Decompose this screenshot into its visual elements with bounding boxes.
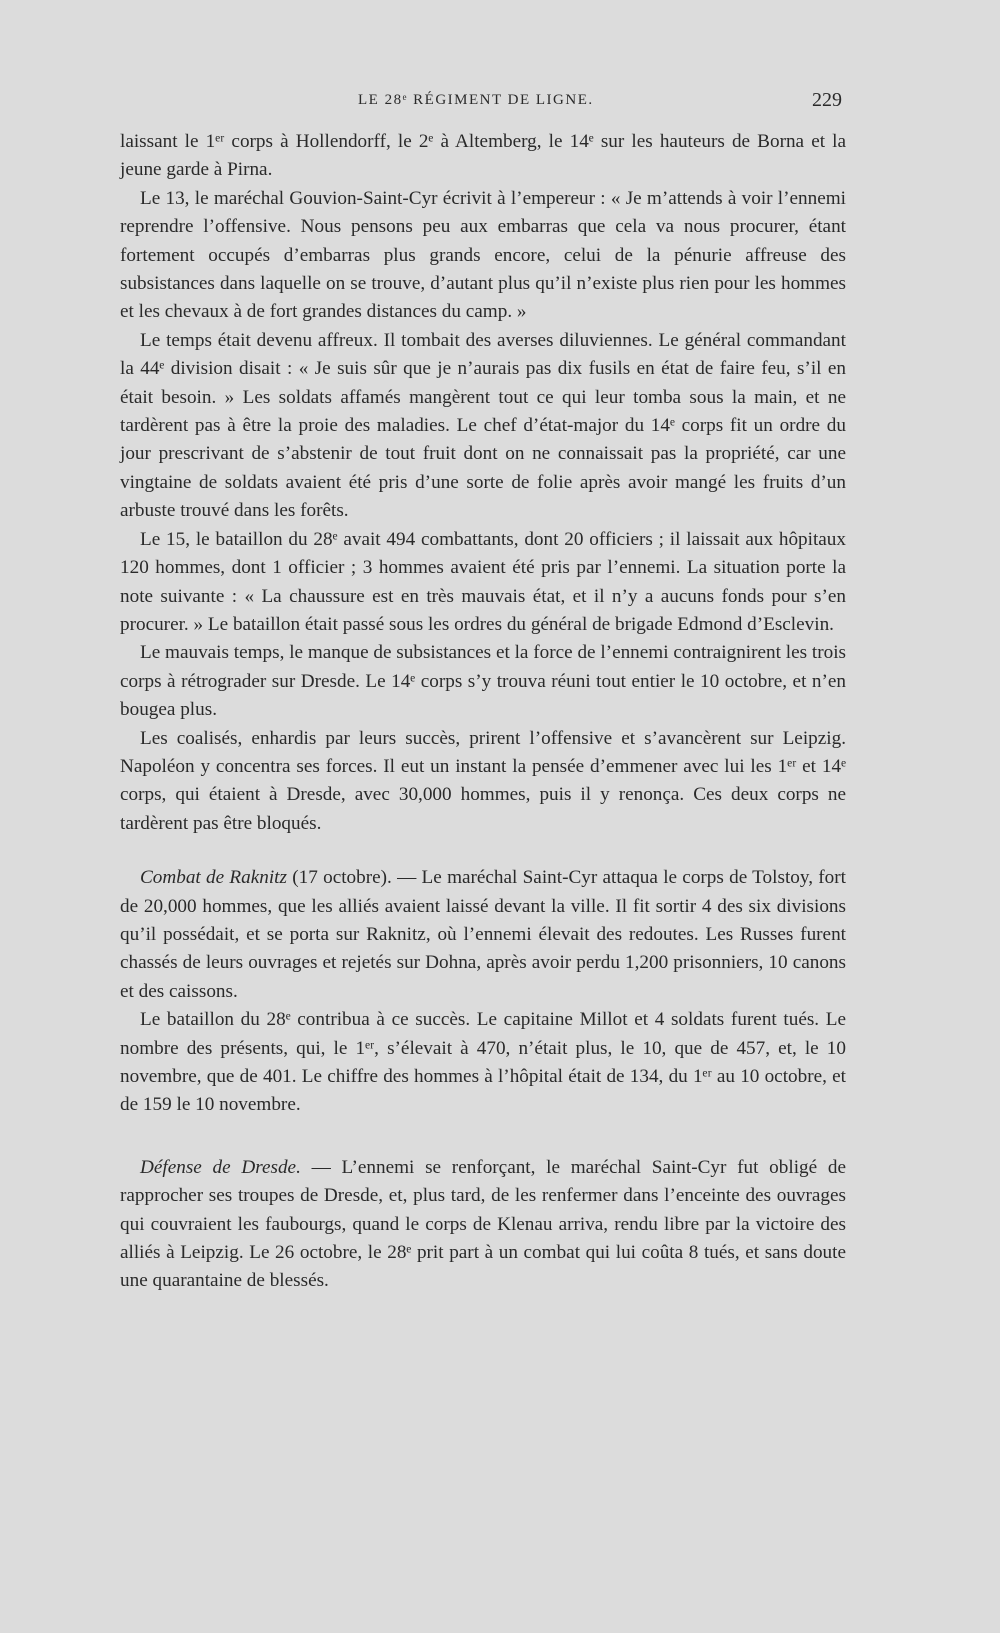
section-dresde-text: — L’ennemi se renforçant, le maréchal Saint-Cyr fut obligé de rapprocher ses troupes de Dresde, et, plus tard, de les renfermer dans l’enceinte des ouvrages qui couvraient les faubourgs, quand le corps de Klenau arriva, rendu libre par la victoire des alliés à Leipzig. Le 26 octobre, le 28ᵉ prit part à un combat qui lui coûta 8 tués, et sans doute une quarantaine de blessés. [120,1156,846,1292]
section-dresde [120,1154,846,1296]
paragraph-1: laissant le 1ᵉʳ corps à Hollendorff, le 2ᵉ à Altemberg, le 14ᵉ sur les hauteurs de Borna et la jeune garde à Pirna. [120,131,846,181]
section-heading-dresde: Défense de Dresde. [140,1156,301,1178]
paragraph-2: Le 13, le maréchal Gouvion-Saint-Cyr écrivit à l’empereur : « Je m’attends à voir l’ennemi reprendre l’offensive. Nous pensons peu aux embarras que cela va nous procurer, étant fortement occupés d’embarras plus grands encore, celui de la pénurie affreuse des subsistances dans laquelle on se trouve, d’autant plus qu’il n’existe plus rien pour les hommes et les chevaux à de fort grandes distances du camp. » [120,187,846,323]
paragraph-5: Le mauvais temps, le manque de subsistances et la force de l’ennemi contraignirent les trois corps à rétrograder sur Dresde. Le 14ᵉ corps s’y trouva réuni tout entier le 10 octobre, et n’en bougea plus. [120,642,846,721]
page-header [120,89,842,116]
section-raknitz-text: (17 octobre). — Le maréchal Saint-Cyr attaqua le corps de Tolstoy, fort de 20,000 hommes, que les alliés avaient laissé devant la ville. Il fit sortir 4 des six divisions qu’il possédait, et se porta sur Raknitz, où l’ennemi élevait des redoutes. Les Russes furent chassés de leurs ouvrages et rejetés sur Dohna, après avoir perdu 1,200 prisonniers, 10 canons et des caissons. [120,867,846,1002]
section-heading-raknitz: Combat de Raknitz [140,867,287,889]
running-title: LE 28ᵉ RÉGIMENT DE LIGNE. [358,92,594,108]
paragraph-raknitz-2: Le bataillon du 28ᵉ contribua à ce succès. Le capitaine Millot et 4 soldats furent tués. Le nombre des présents, qui, le 1ᵉʳ, s’élevait à 470, n’était plus, le 10, que de 457, et, le 10 novembre, que de 401. Le chiffre des hommes à l’hôpital était de 134, du 1ᵉʳ au 10 octobre, et de 159 le 10 novembre. [120,1009,846,1116]
paragraph-3: Le temps était devenu affreux. Il tombait des averses diluviennes. Le général commandant la 44ᵉ division disait : « Je suis sûr que je n’aurais pas dix fusils en état de faire feu, s’il en était besoin. » Les soldats affamés mangèrent tout ce qui leur tomba sous la main, et ne tardèrent pas à être la proie des maladies. Le chef d’état-major du 14ᵉ corps fit un ordre du jour prescrivant de s’abstenir de tout fruit dont on ne connaissait pas la propriété, car une vingtaine de soldats avaient été pris d’une sorte de folie après avoir mangé les fruits d’un arbuste trouvé dans les forêts. [120,329,846,522]
paragraph-4: Le 15, le bataillon du 28ᵉ avait 494 combattants, dont 20 officiers ; il laissait aux hôpitaux 120 hommes, dont 1 officier ; 3 hommes avaient été pris par l’ennemi. La situation porte la note suivante : « La chaussure est en très mauvais état, et il n’y a aucuns fonds pour s’en procurer. » Le bataillon était passé sous les ordres du général de brigade Edmond d’Esclevin. [120,528,846,635]
page-number: 229 [812,89,842,111]
section-raknitz [120,864,846,1006]
body-text [120,128,846,1296]
paragraph-6: Les coalisés, enhardis par leurs succès, prirent l’offensive et s’avancèrent sur Leipzig. Napoléon y concentra ses forces. Il eut un instant la pensée d’emmener avec lui les 1ᵉʳ et 14ᵉ corps, qui étaient à Dresde, avec 30,000 hommes, puis il y renonça. Ces deux corps ne tardèrent pas être bloqués. [120,727,846,834]
